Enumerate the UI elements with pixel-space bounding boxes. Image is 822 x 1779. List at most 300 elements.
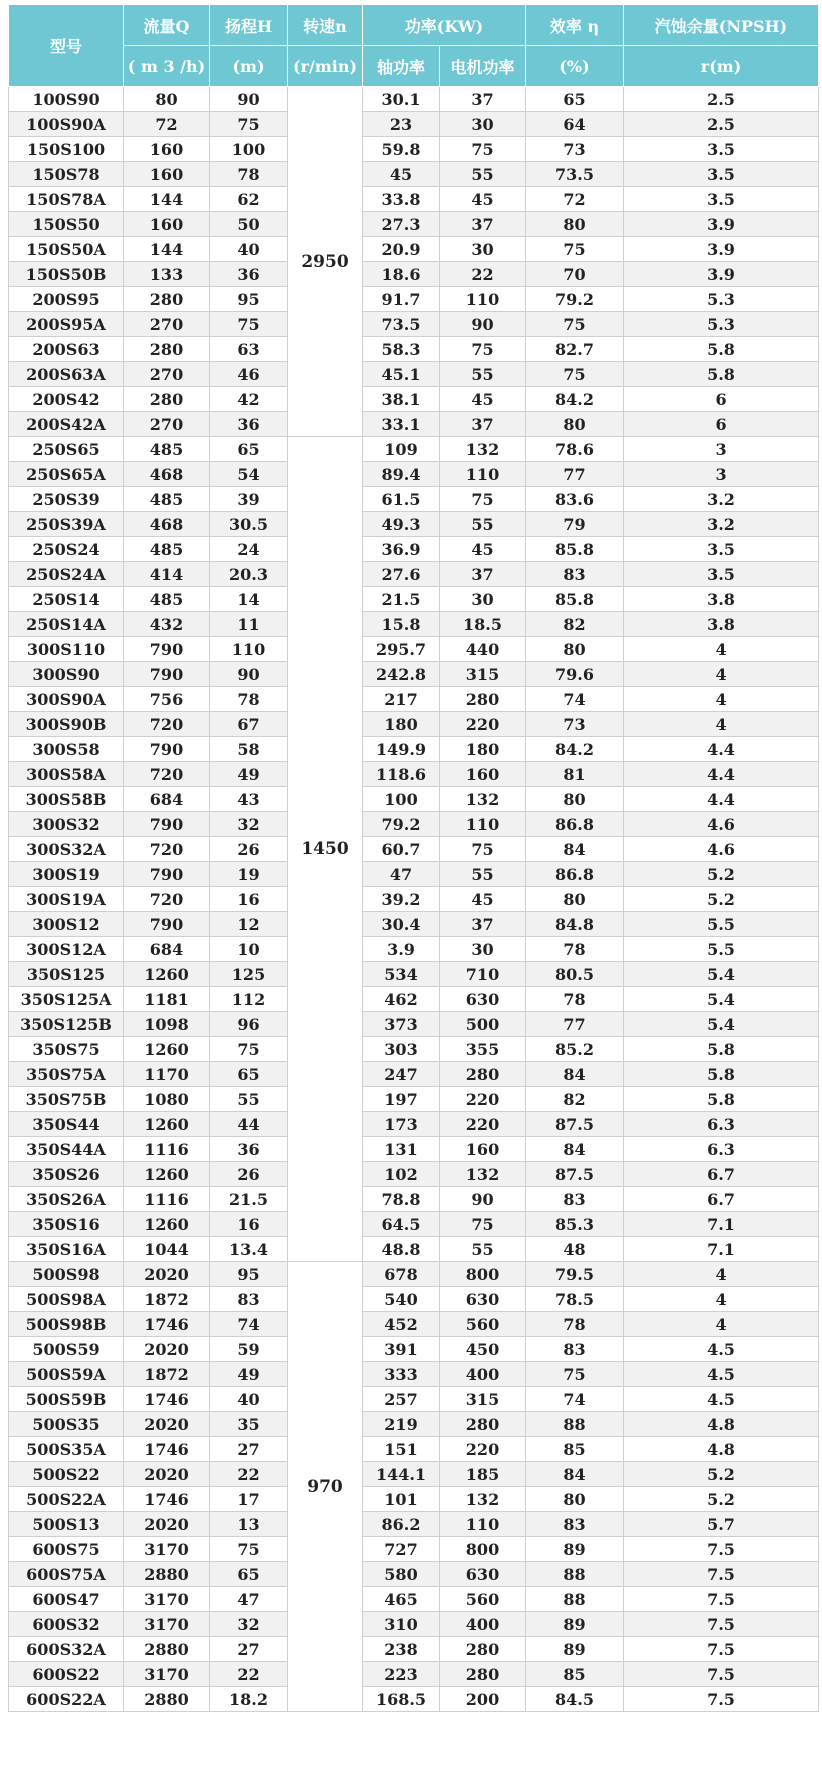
flow-cell: 1260 [124,1212,210,1237]
flow-cell: 1181 [124,987,210,1012]
head-cell: 59 [210,1337,288,1362]
efficiency-cell: 84.2 [526,387,624,412]
flow-cell: 414 [124,562,210,587]
table-row [9,1187,819,1212]
efficiency-cell: 89 [526,1612,624,1637]
efficiency-cell: 83 [526,1337,624,1362]
header-head: 扬程H [210,5,288,46]
shaft-power-cell: 86.2 [363,1512,440,1537]
table-row [9,487,819,512]
model-cell: 500S22A [9,1487,124,1512]
head-cell: 24 [210,537,288,562]
npsh-cell: 5.2 [624,1487,819,1512]
head-cell: 125 [210,962,288,987]
efficiency-cell: 83 [526,562,624,587]
table-row [9,1012,819,1037]
efficiency-cell: 88 [526,1412,624,1437]
efficiency-cell: 83.6 [526,487,624,512]
npsh-cell: 6 [624,412,819,437]
efficiency-cell: 77 [526,1012,624,1037]
npsh-cell: 7.5 [624,1687,819,1712]
model-cell: 300S58B [9,787,124,812]
motor-power-cell: 55 [440,1237,526,1262]
model-cell: 150S50B [9,262,124,287]
motor-power-cell: 45 [440,187,526,212]
flow-cell: 1260 [124,1037,210,1062]
npsh-cell: 4 [624,712,819,737]
motor-power-cell: 280 [440,1662,526,1687]
efficiency-cell: 86.8 [526,812,624,837]
head-cell: 14 [210,587,288,612]
motor-power-cell: 630 [440,987,526,1012]
npsh-cell: 3.5 [624,187,819,212]
motor-power-cell: 37 [440,87,526,112]
motor-power-cell: 30 [440,937,526,962]
shaft-power-cell: 27.6 [363,562,440,587]
efficiency-cell: 78.5 [526,1287,624,1312]
npsh-cell: 5.7 [624,1512,819,1537]
shaft-power-cell: 247 [363,1062,440,1087]
head-cell: 49 [210,1362,288,1387]
model-cell: 300S90A [9,687,124,712]
head-cell: 75 [210,112,288,137]
shaft-power-cell: 391 [363,1337,440,1362]
motor-power-cell: 160 [440,1137,526,1162]
efficiency-cell: 82.7 [526,337,624,362]
efficiency-cell: 88 [526,1587,624,1612]
npsh-cell: 7.5 [624,1562,819,1587]
model-cell: 350S125A [9,987,124,1012]
motor-power-cell: 500 [440,1012,526,1037]
head-cell: 36 [210,412,288,437]
shaft-power-cell: 144.1 [363,1462,440,1487]
motor-power-cell: 132 [440,787,526,812]
flow-cell: 790 [124,912,210,937]
table-row [9,1337,819,1362]
npsh-cell: 5.2 [624,862,819,887]
motor-power-cell: 315 [440,662,526,687]
efficiency-cell: 81 [526,762,624,787]
motor-power-cell: 75 [440,137,526,162]
table-row [9,812,819,837]
shaft-power-cell: 223 [363,1662,440,1687]
npsh-cell: 4.5 [624,1387,819,1412]
head-cell: 35 [210,1412,288,1437]
shaft-power-cell: 540 [363,1287,440,1312]
model-cell: 500S98 [9,1262,124,1287]
table-row [9,1362,819,1387]
npsh-cell: 5.2 [624,1462,819,1487]
model-cell: 300S58 [9,737,124,762]
head-cell: 74 [210,1312,288,1337]
flow-cell: 1080 [124,1087,210,1112]
npsh-cell: 4.5 [624,1337,819,1362]
head-cell: 112 [210,987,288,1012]
model-cell: 100S90 [9,87,124,112]
head-cell: 10 [210,937,288,962]
model-cell: 300S32 [9,812,124,837]
model-cell: 600S75A [9,1562,124,1587]
motor-power-cell: 180 [440,737,526,762]
motor-power-cell: 45 [440,887,526,912]
flow-cell: 790 [124,637,210,662]
table-row [9,862,819,887]
model-cell: 600S22 [9,1662,124,1687]
flow-cell: 720 [124,762,210,787]
table-row [9,937,819,962]
motor-power-cell: 75 [440,487,526,512]
motor-power-cell: 630 [440,1287,526,1312]
head-cell: 40 [210,237,288,262]
flow-cell: 485 [124,487,210,512]
table-row [9,262,819,287]
npsh-cell: 4.4 [624,787,819,812]
flow-cell: 684 [124,787,210,812]
head-cell: 75 [210,1537,288,1562]
header-efficiency: 效率 η [526,5,624,46]
npsh-cell: 5.8 [624,1087,819,1112]
flow-cell: 160 [124,162,210,187]
shaft-power-cell: 33.1 [363,412,440,437]
model-cell: 500S98A [9,1287,124,1312]
efficiency-cell: 84 [526,1462,624,1487]
model-cell: 150S100 [9,137,124,162]
motor-power-cell: 37 [440,562,526,587]
head-cell: 46 [210,362,288,387]
npsh-cell: 6.3 [624,1137,819,1162]
head-cell: 32 [210,812,288,837]
npsh-cell: 3.2 [624,512,819,537]
table-row [9,887,819,912]
npsh-cell: 3.8 [624,612,819,637]
model-cell: 350S16 [9,1212,124,1237]
flow-cell: 2020 [124,1337,210,1362]
shaft-power-cell: 21.5 [363,587,440,612]
table-row [9,412,819,437]
table-row [9,87,819,112]
npsh-cell: 5.5 [624,937,819,962]
shaft-power-cell: 91.7 [363,287,440,312]
motor-power-cell: 110 [440,287,526,312]
head-cell: 18.2 [210,1687,288,1712]
shaft-power-cell: 3.9 [363,937,440,962]
table-row [9,912,819,937]
flow-cell: 720 [124,887,210,912]
npsh-cell: 4.6 [624,837,819,862]
shaft-power-cell: 30.4 [363,912,440,937]
model-cell: 500S35A [9,1437,124,1462]
efficiency-cell: 82 [526,612,624,637]
npsh-cell: 4 [624,1262,819,1287]
shaft-power-cell: 534 [363,962,440,987]
flow-cell: 270 [124,362,210,387]
npsh-cell: 3.9 [624,262,819,287]
motor-power-cell: 220 [440,1087,526,1112]
shaft-power-cell: 23 [363,112,440,137]
npsh-cell: 3.5 [624,537,819,562]
model-cell: 500S22 [9,1462,124,1487]
model-cell: 150S78 [9,162,124,187]
table-row [9,637,819,662]
shaft-power-cell: 373 [363,1012,440,1037]
motor-power-cell: 30 [440,112,526,137]
flow-cell: 1746 [124,1312,210,1337]
flow-cell: 720 [124,712,210,737]
efficiency-cell: 75 [526,362,624,387]
npsh-cell: 3.8 [624,587,819,612]
flow-cell: 2020 [124,1512,210,1537]
header-shaft-power: 轴功率 [363,46,440,87]
efficiency-cell: 84 [526,837,624,862]
flow-cell: 2880 [124,1687,210,1712]
head-cell: 22 [210,1662,288,1687]
table-row [9,112,819,137]
model-cell: 300S19A [9,887,124,912]
npsh-cell: 4 [624,1312,819,1337]
shaft-power-cell: 452 [363,1312,440,1337]
efficiency-cell: 84 [526,1137,624,1162]
efficiency-cell: 80.5 [526,962,624,987]
model-cell: 350S125 [9,962,124,987]
head-cell: 26 [210,1162,288,1187]
header-npsh: 汽蚀余量(NPSH) [624,5,819,46]
efficiency-cell: 65 [526,87,624,112]
table-row [9,312,819,337]
efficiency-cell: 78 [526,937,624,962]
npsh-cell: 6.3 [624,1112,819,1137]
npsh-cell: 5.4 [624,1012,819,1037]
table-header [9,5,819,87]
flow-cell: 790 [124,862,210,887]
efficiency-cell: 80 [526,887,624,912]
model-cell: 200S95A [9,312,124,337]
flow-cell: 3170 [124,1662,210,1687]
head-cell: 20.3 [210,562,288,587]
head-cell: 54 [210,462,288,487]
model-cell: 100S90A [9,112,124,137]
shaft-power-cell: 101 [363,1487,440,1512]
shaft-power-cell: 18.6 [363,262,440,287]
flow-cell: 1116 [124,1137,210,1162]
head-cell: 75 [210,312,288,337]
efficiency-cell: 84.8 [526,912,624,937]
efficiency-cell: 73 [526,712,624,737]
model-cell: 250S39A [9,512,124,537]
model-cell: 600S75 [9,1537,124,1562]
model-cell: 500S13 [9,1512,124,1537]
table-row [9,1212,819,1237]
motor-power-cell: 110 [440,812,526,837]
motor-power-cell: 45 [440,387,526,412]
table-row [9,1512,819,1537]
npsh-cell: 6.7 [624,1187,819,1212]
table-row [9,1412,819,1437]
flow-cell: 790 [124,662,210,687]
npsh-cell: 7.5 [624,1662,819,1687]
npsh-cell: 5.8 [624,337,819,362]
motor-power-cell: 132 [440,1487,526,1512]
shaft-power-cell: 20.9 [363,237,440,262]
npsh-cell: 7.5 [624,1637,819,1662]
flow-cell: 2880 [124,1637,210,1662]
npsh-cell: 5.3 [624,312,819,337]
table-row [9,1262,819,1287]
efficiency-cell: 78 [526,1312,624,1337]
npsh-cell: 5.3 [624,287,819,312]
model-cell: 500S59A [9,1362,124,1387]
shaft-power-cell: 678 [363,1262,440,1287]
flow-cell: 790 [124,737,210,762]
flow-cell: 720 [124,837,210,862]
shaft-power-cell: 180 [363,712,440,737]
head-cell: 65 [210,437,288,462]
motor-power-cell: 37 [440,212,526,237]
head-cell: 90 [210,87,288,112]
head-cell: 11 [210,612,288,637]
npsh-cell: 5.8 [624,1037,819,1062]
model-cell: 200S63 [9,337,124,362]
model-cell: 300S90B [9,712,124,737]
table-row [9,1612,819,1637]
table-row [9,1637,819,1662]
header-npsh-unit: r(m) [624,46,819,87]
flow-cell: 1116 [124,1187,210,1212]
head-cell: 65 [210,1562,288,1587]
efficiency-cell: 48 [526,1237,624,1262]
head-cell: 49 [210,762,288,787]
table-row [9,1312,819,1337]
motor-power-cell: 160 [440,762,526,787]
shaft-power-cell: 149.9 [363,737,440,762]
flow-cell: 1098 [124,1012,210,1037]
npsh-cell: 2.5 [624,112,819,137]
table-row [9,612,819,637]
efficiency-cell: 73 [526,137,624,162]
npsh-cell: 3.5 [624,162,819,187]
motor-power-cell: 710 [440,962,526,987]
flow-cell: 280 [124,387,210,412]
flow-cell: 1260 [124,1112,210,1137]
motor-power-cell: 280 [440,1062,526,1087]
flow-cell: 3170 [124,1587,210,1612]
flow-cell: 80 [124,87,210,112]
flow-cell: 160 [124,137,210,162]
motor-power-cell: 55 [440,862,526,887]
npsh-cell: 4.8 [624,1437,819,1462]
motor-power-cell: 90 [440,1187,526,1212]
flow-cell: 270 [124,412,210,437]
motor-power-cell: 75 [440,837,526,862]
motor-power-cell: 560 [440,1312,526,1337]
flow-cell: 72 [124,112,210,137]
table-row [9,1112,819,1137]
model-cell: 350S44A [9,1137,124,1162]
motor-power-cell: 280 [440,687,526,712]
flow-cell: 144 [124,187,210,212]
head-cell: 63 [210,337,288,362]
shaft-power-cell: 580 [363,1562,440,1587]
head-cell: 40 [210,1387,288,1412]
efficiency-cell: 85.2 [526,1037,624,1062]
table-row [9,1537,819,1562]
shaft-power-cell: 465 [363,1587,440,1612]
shaft-power-cell: 73.5 [363,312,440,337]
npsh-cell: 4 [624,662,819,687]
shaft-power-cell: 131 [363,1137,440,1162]
motor-power-cell: 75 [440,1212,526,1237]
shaft-power-cell: 59.8 [363,137,440,162]
header-speed: 转速n [288,5,363,46]
flow-cell: 1746 [124,1487,210,1512]
head-cell: 27 [210,1637,288,1662]
flow-cell: 485 [124,537,210,562]
model-cell: 250S24 [9,537,124,562]
head-cell: 50 [210,212,288,237]
pump-spec-table [8,4,819,1712]
npsh-cell: 5.4 [624,962,819,987]
npsh-cell: 4 [624,637,819,662]
npsh-cell: 3 [624,437,819,462]
head-cell: 27 [210,1437,288,1462]
model-cell: 350S75B [9,1087,124,1112]
efficiency-cell: 79.2 [526,287,624,312]
model-cell: 200S95 [9,287,124,312]
shaft-power-cell: 27.3 [363,212,440,237]
model-cell: 250S24A [9,562,124,587]
table-row [9,837,819,862]
shaft-power-cell: 58.3 [363,337,440,362]
flow-cell: 280 [124,337,210,362]
table-row [9,962,819,987]
npsh-cell: 6 [624,387,819,412]
npsh-cell: 7.5 [624,1587,819,1612]
table-row [9,187,819,212]
npsh-cell: 7.1 [624,1212,819,1237]
table-row [9,137,819,162]
shaft-power-cell: 462 [363,987,440,1012]
motor-power-cell: 315 [440,1387,526,1412]
flow-cell: 790 [124,812,210,837]
flow-cell: 2020 [124,1412,210,1437]
npsh-cell: 4.6 [624,812,819,837]
head-cell: 19 [210,862,288,887]
motor-power-cell: 18.5 [440,612,526,637]
npsh-cell: 4.5 [624,1362,819,1387]
flow-cell: 1260 [124,962,210,987]
efficiency-cell: 80 [526,637,624,662]
npsh-cell: 5.8 [624,1062,819,1087]
npsh-cell: 3.5 [624,137,819,162]
speed-cell: 2950 [288,87,363,437]
table-row [9,1462,819,1487]
table-row [9,162,819,187]
motor-power-cell: 55 [440,512,526,537]
flow-cell: 2880 [124,1562,210,1587]
npsh-cell: 5.5 [624,912,819,937]
model-cell: 350S75 [9,1037,124,1062]
header-motor-power: 电机功率 [440,46,526,87]
motor-power-cell: 30 [440,237,526,262]
speed-cell: 1450 [288,437,363,1262]
table-row [9,212,819,237]
shaft-power-cell: 295.7 [363,637,440,662]
table-row [9,1387,819,1412]
efficiency-cell: 87.5 [526,1162,624,1187]
table-row [9,587,819,612]
efficiency-cell: 79 [526,512,624,537]
model-cell: 500S98B [9,1312,124,1337]
npsh-cell: 3.9 [624,212,819,237]
